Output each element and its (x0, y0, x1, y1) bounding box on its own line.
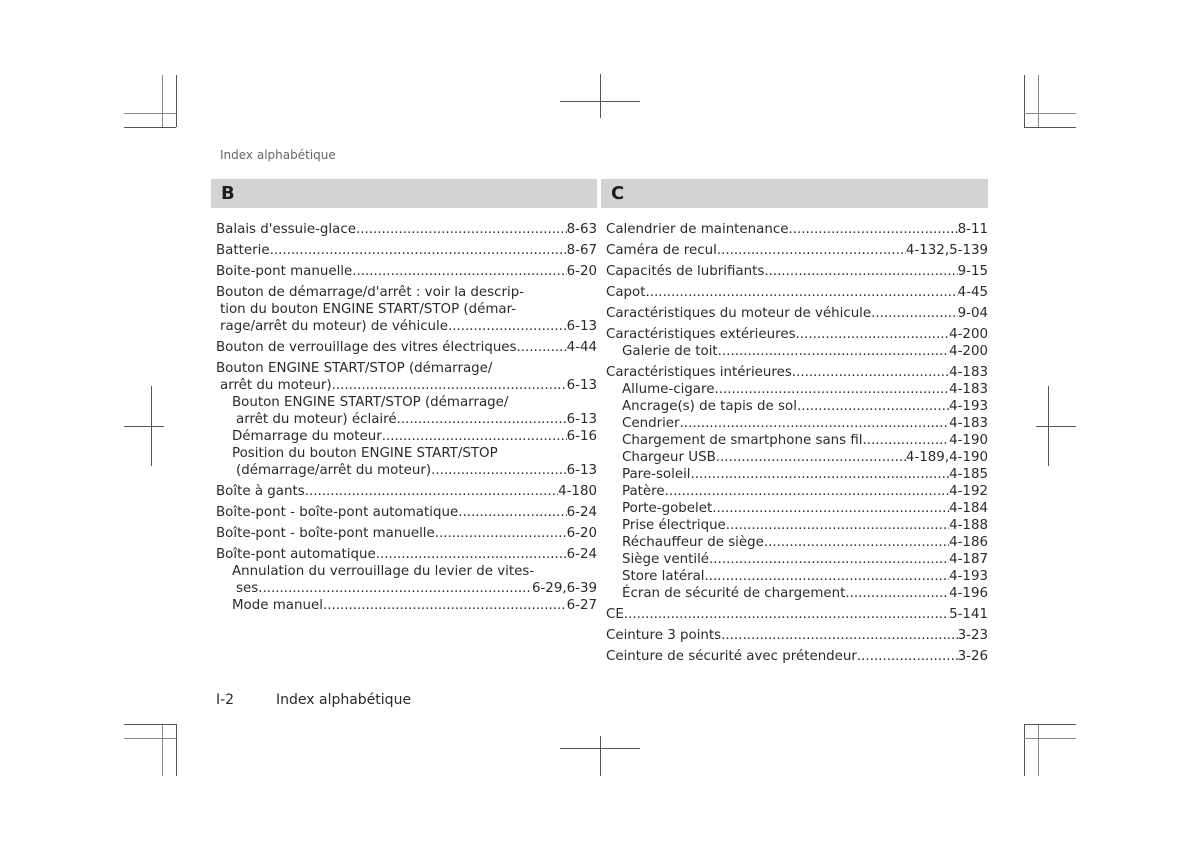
index-subentry (606, 500, 988, 517)
index-entry (216, 242, 597, 259)
index-subentry (216, 563, 597, 597)
dot-leader (448, 318, 567, 335)
page-reference: 3-26 (957, 649, 988, 664)
page-reference: 6-20 (566, 526, 597, 541)
dot-leader (863, 432, 950, 449)
crop-mark (162, 75, 163, 127)
dot-leader (691, 466, 950, 483)
entry-text: Bouton de démarrage/d'arrêt : voir la descrip- (216, 285, 525, 300)
index-entry (606, 606, 988, 623)
page-reference: 6-13 (566, 412, 597, 427)
dot-leader (764, 263, 957, 280)
entry-text: Pare-soleil (622, 467, 691, 482)
crop-mark (176, 724, 177, 776)
dot-leader (332, 377, 567, 394)
crop-mark (1038, 724, 1039, 776)
index-subentry (606, 343, 988, 360)
crop-mark (124, 724, 176, 725)
page-reference: 4-44 (566, 340, 597, 355)
dot-leader (431, 462, 567, 479)
entry-text: arrêt du moteur) éclairé (236, 412, 397, 427)
registration-mark (124, 426, 164, 427)
crop-mark (1024, 724, 1076, 725)
index-entry (606, 305, 988, 322)
index-subentry (606, 551, 988, 568)
dot-leader (709, 551, 949, 568)
page-reference: 6-27 (566, 598, 597, 613)
page-reference: 4-187 (949, 552, 988, 567)
crop-mark (1038, 75, 1039, 127)
crop-mark (124, 738, 176, 739)
page-reference: 4-200 (949, 327, 988, 342)
registration-mark (1036, 426, 1076, 427)
entry-text: Ceinture 3 points (606, 628, 722, 643)
entry-text: Capacités de lubrifiants (606, 264, 765, 279)
page-reference: 4-185 (949, 467, 988, 482)
page-reference: 4-45 (957, 285, 988, 300)
crop-mark (124, 113, 176, 114)
dot-leader (788, 221, 957, 238)
page-reference: 6-13 (566, 319, 597, 334)
entry-text: Allume-cigare (622, 382, 715, 397)
entry-text: Capot (606, 285, 646, 300)
page-reference: 4-183 (949, 365, 988, 380)
page-reference: 4-193 (949, 399, 988, 414)
index-entry (606, 326, 988, 343)
page-reference: 4-200 (949, 344, 988, 359)
index-subentry (606, 432, 988, 449)
dot-leader (397, 411, 567, 428)
page-reference: 8-63 (566, 222, 597, 237)
entry-text: rage/arrêt du moteur) de véhicule (220, 319, 449, 334)
page-reference: 4-190 (949, 433, 988, 448)
dot-leader (792, 364, 949, 381)
index-column-c (601, 179, 988, 669)
index-entry (606, 364, 988, 381)
crop-mark (124, 127, 176, 128)
dot-leader (270, 242, 567, 259)
dot-leader (726, 517, 949, 534)
dot-leader (323, 597, 567, 614)
entry-text: Caractéristiques intérieures (606, 365, 792, 380)
running-header: Index alphabétique (220, 148, 336, 162)
index-subentry (606, 398, 988, 415)
page-reference: 4-188 (949, 518, 988, 533)
index-entry (216, 263, 597, 280)
page-number: I-2 (216, 692, 235, 708)
entry-text: Boîte à gants (216, 484, 305, 499)
dot-leader (382, 428, 567, 445)
dot-leader (712, 500, 949, 517)
entry-text: Ceinture de sécurité avec prétendeur (606, 649, 857, 664)
entry-text: Porte-gobelet (622, 501, 713, 516)
registration-mark (560, 101, 640, 102)
dot-leader (352, 263, 566, 280)
entry-text: Chargement de smartphone sans fil (622, 433, 863, 448)
index-subentry (606, 449, 988, 466)
index-entry (606, 263, 988, 280)
dot-leader (857, 648, 958, 665)
dot-leader (517, 339, 567, 356)
index-entry (606, 242, 988, 259)
page-reference: 6-13 (566, 378, 597, 393)
index-subentry (606, 534, 988, 551)
crop-mark (162, 724, 163, 776)
dot-leader (665, 483, 949, 500)
entries-list (601, 208, 988, 665)
entry-text: Mode manuel (232, 598, 323, 613)
index-entry (216, 221, 597, 238)
dot-leader (716, 449, 906, 466)
dot-leader (305, 483, 558, 500)
registration-mark (600, 736, 601, 776)
entry-text: ses (236, 581, 259, 596)
index-subentry (216, 428, 597, 445)
dot-leader (646, 284, 958, 301)
entry-text: Bouton de verrouillage des vitres électriques (216, 340, 517, 355)
entry-text: Batterie (216, 243, 270, 258)
index-entry (606, 627, 988, 644)
page-reference: 9-15 (957, 264, 988, 279)
index-entry (216, 504, 597, 521)
footer-title: Index alphabétique (276, 692, 412, 708)
entry-text: Boîte-pont - boîte-pont automatique (216, 505, 459, 520)
entry-text: Écran de sécurité de chargement (622, 586, 846, 601)
page-reference: 4-183 (949, 382, 988, 397)
entry-text: Annulation du verrouillage du levier de vites- (232, 564, 535, 579)
entry-text: Réchauffeur de siège (622, 535, 764, 550)
index-subentry (606, 466, 988, 483)
entry-text: CE (606, 607, 624, 622)
entry-text: Siège ventilé (622, 552, 710, 567)
letter-heading: C (601, 179, 988, 208)
entry-text: Démarrage du moteur (232, 429, 382, 444)
dot-leader (624, 606, 949, 623)
dot-leader (376, 546, 567, 563)
page-reference: 4-189,4-190 (905, 450, 988, 465)
dot-leader (680, 415, 950, 432)
entry-text: Caractéristiques du moteur de véhicule (606, 306, 872, 321)
dot-leader (845, 585, 949, 602)
index-subentry (606, 568, 988, 585)
page-reference: 4-193 (949, 569, 988, 584)
page-reference: 4-184 (949, 501, 988, 516)
entry-text: Store latéral (622, 569, 705, 584)
index-entry (606, 648, 988, 665)
dot-leader (717, 242, 906, 259)
index-subentry (606, 483, 988, 500)
dot-leader (871, 305, 957, 322)
dot-leader (718, 343, 949, 360)
dot-leader (435, 525, 567, 542)
page-reference: 6-24 (566, 505, 597, 520)
registration-mark (560, 748, 640, 749)
page-reference: 6-29,6-39 (531, 581, 597, 596)
entries-list (211, 208, 597, 614)
page-reference: 9-04 (957, 306, 988, 321)
entry-text: Patère (622, 484, 665, 499)
page-reference: 8-67 (566, 243, 597, 258)
page-reference: 4-192 (949, 484, 988, 499)
entry-text: (démarrage/arrêt du moteur) (236, 463, 432, 478)
dot-leader (458, 504, 566, 521)
entry-text: Position du bouton ENGINE START/STOP (232, 446, 498, 461)
dot-leader (721, 627, 957, 644)
crop-mark (1024, 738, 1076, 739)
index-subentry (606, 517, 988, 534)
page-reference: 6-13 (566, 463, 597, 478)
page-reference: 6-16 (566, 429, 597, 444)
index-subentry (216, 597, 597, 614)
index-entry (606, 284, 988, 301)
dot-leader (796, 326, 950, 343)
page-reference: 4-183 (949, 416, 988, 431)
entry-text: Bouton ENGINE START/STOP (démarrage/ (216, 361, 493, 376)
crop-mark (1024, 113, 1076, 114)
dot-leader (764, 534, 949, 551)
index-entry (216, 284, 597, 335)
registration-mark (600, 74, 601, 118)
page-reference: 4-132,5-139 (905, 243, 988, 258)
entry-text: Balais d'essuie-glace (216, 222, 356, 237)
index-entry (216, 546, 597, 563)
index-entry (216, 483, 597, 500)
crop-mark (1024, 724, 1025, 776)
page-reference: 4-180 (558, 484, 597, 499)
page-reference: 4-196 (949, 586, 988, 601)
crop-mark (1024, 75, 1025, 127)
dot-leader (258, 580, 532, 597)
dot-leader (797, 398, 949, 415)
index-entry (216, 525, 597, 542)
entry-text: tion du bouton ENGINE START/STOP (démar- (220, 302, 517, 317)
crop-mark (176, 75, 177, 127)
entry-text: Boite-pont manuelle (216, 264, 353, 279)
index-entry (216, 339, 597, 356)
entry-text: Chargeur USB (622, 450, 716, 465)
entry-text: Boîte-pont - boîte-pont manuelle (216, 526, 435, 541)
dot-leader (356, 221, 567, 238)
entry-text: Galerie de toit (622, 344, 718, 359)
index-entry (606, 221, 988, 238)
page-reference: 6-24 (566, 547, 597, 562)
letter-heading: B (211, 179, 597, 208)
page-reference: 8-11 (957, 222, 988, 237)
index-subentry (216, 394, 597, 428)
dot-leader (714, 381, 949, 398)
page-reference: 5-141 (949, 607, 988, 622)
index-subentry (606, 415, 988, 432)
index-entry (216, 360, 597, 394)
entry-text: Caméra de recul (606, 243, 717, 258)
entry-text: Prise électrique (622, 518, 726, 533)
page-reference: 4-186 (949, 535, 988, 550)
index-subentry (216, 445, 597, 479)
index-subentry (606, 585, 988, 602)
page-reference: 3-23 (957, 628, 988, 643)
entry-text: arrêt du moteur) (220, 378, 332, 393)
dot-leader (705, 568, 950, 585)
page-reference: 6-20 (566, 264, 597, 279)
index-column-b (211, 179, 597, 618)
entry-text: Caractéristiques extérieures (606, 327, 796, 342)
entry-text: Boîte-pont automatique (216, 547, 376, 562)
entry-text: Cendrier (622, 416, 680, 431)
crop-mark (1024, 127, 1076, 128)
entry-text: Ancrage(s) de tapis de sol (622, 399, 797, 414)
entry-text: Calendrier de maintenance (606, 222, 789, 237)
entry-text: Bouton ENGINE START/STOP (démarrage/ (232, 395, 509, 410)
index-subentry (606, 381, 988, 398)
